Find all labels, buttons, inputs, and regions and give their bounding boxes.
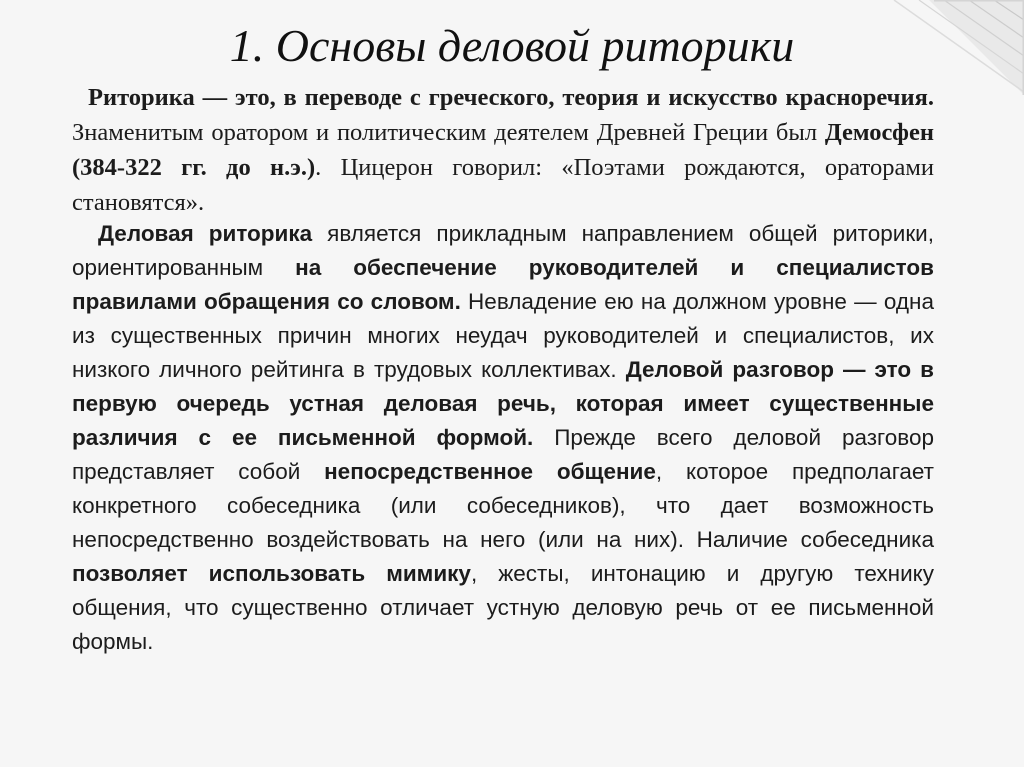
text-bold: Риторика — это, в переводе с греческого, теория и искусство красноречия. [88,84,934,111]
text-normal: , жесты, интонацию и другую технику общения, что существенно отличает устную деловую речь от ее письменной формы. [72,561,934,654]
text-bold: непосредственное общение [324,459,656,484]
text-bold: Деловой разговор — это в первую очередь устная деловая речь, которая имеет существенные различия с ее письменной формой. [72,357,934,450]
text-normal: . Цицерон говорил: «Поэтами рождаются, ораторами становятся». [72,154,935,216]
text-normal: Знаменитым оратором и политическим деятелем Древней Греции был [72,119,825,146]
paragraph-business-rhetoric [72,217,934,659]
text-normal: является прикладным направлением общей риторики, ориентированным [72,221,934,280]
text-normal: , которое предполагает конкретного собеседника (или собеседников), что дает возможность непосредственно воздействовать на него (или на них). Наличие собеседника [72,459,934,552]
text-normal: Невладение ею на должном уровне — одна из существенных причин многих неудач руководителей и специалистов, их низкого личного рейтинга в трудовых коллективах. [72,289,934,382]
slide-title: 1. Основы деловой риторики [229,20,795,71]
text-bold: Деловая риторика [98,221,313,246]
text-normal: Прежде всего деловой разговор представляет собой [72,425,934,484]
text-bold: позволяет использовать мимику [72,561,471,586]
paragraph-rhetoric-definition [72,80,934,220]
text-bold: на обеспечение руководителей и специалистов правилами обращения со словом. [72,255,934,314]
text-bold: Демосфен (384-322 гг. до н.э.) [72,119,934,181]
